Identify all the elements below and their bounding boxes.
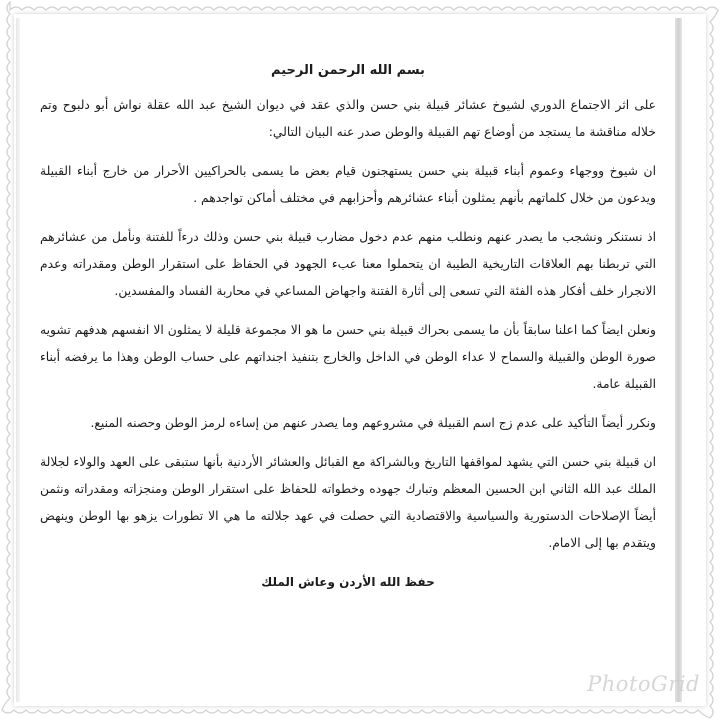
photogrid-watermark: PhotoGrid <box>587 672 700 696</box>
document-title: بسم الله الرحمن الرحيم <box>271 63 425 78</box>
statement-document <box>40 58 656 593</box>
document-closing: حفظ الله الأردن وعاش الملك <box>261 575 435 589</box>
paragraph-loyalty: ان قبيلة بني حسن التي يشهد لمواقفها التاريخ وبالشراكة مع القبائل والعشائر الأردنية بأنها ستبقى على العهد والولاء لجلالة الملك عبد الله الثاني ابن الحسين المعظم وتبارك جهوده وخطواته للحفاظ على استقرار الوطن ومنجزاته ومقدراته ونثمن أيضاً الإصلاحات الدستورية والسياسية والاقتصادية التي حصلت في عهد جلالته ما هي الا تطورات يزهو بها الوطن وينهض ويتقدم بها إلى الامام. <box>40 455 656 550</box>
paragraph-reaffirmation: ونكرر أيضاً التأكيد على عدم زج اسم القبيلة في مشروعهم وما يصدر عنهم من إساءه لرمز الوطن وحصنه المنيع. <box>90 416 656 430</box>
paper-left-edge <box>16 18 20 702</box>
paragraph-announcement: ونعلن ايضاً كما اعلنا سابقاً بأن ما يسمى بحراك قبيلة بني حسن ما هو الا مجموعة قليلة لا يمثلون الا انفسهم هدفهم تشويه صورة الوطن والقبيلة والسماح لا عداء الوطن في الداخل والخارج بتنفيذ اجنداتهم على حساب الوطن وهذا ما يرفضه أبناء القبيلة عامة. <box>40 323 656 391</box>
paragraph-condemnation: ان شيوخ ووجهاء وعموم أبناء قبيلة بني حسن يستهجنون قيام بعض ما يسمى بالحراكيين الأحرار من خارج أبناء القبيلة ويدعون من خلال كلماتهم بأنهم يمثلون أبناء عشائرهم وأحزابهم في مختلف أماكن تواجدهم . <box>40 164 656 205</box>
paragraph-denunciation: اذ نستنكر ونشجب ما يصدر عنهم ونطلب منهم عدم دخول مضارب قبيلة بني حسن وذلك درءاً للفتنة ونأمل من عشائرهم التي تربطنا بهم العلاقات التاريخية الطيبة ان يتحملوا معنا عبء الجهود في الحفاظ على استقرار الوطن ومقدراته وعدم الانجرار خلف أفكار هذه الفئة التي تسعى إلى أثارة الفتنة واجهاض المساعي في محاربة الفساد والمفسدين. <box>40 230 656 298</box>
paragraph-intro: على اثر الاجتماع الدوري لشيوخ عشائر قبيلة بني حسن والذي عقد في ديوان الشيخ عبد الله عقلة نواش أبو دلبوح وتم خلاله مناقشة ما يستجد من أوضاع تهم القبيلة والوطن صدر عنه البيان التالي: <box>40 98 656 139</box>
paper-right-edge <box>675 18 682 702</box>
